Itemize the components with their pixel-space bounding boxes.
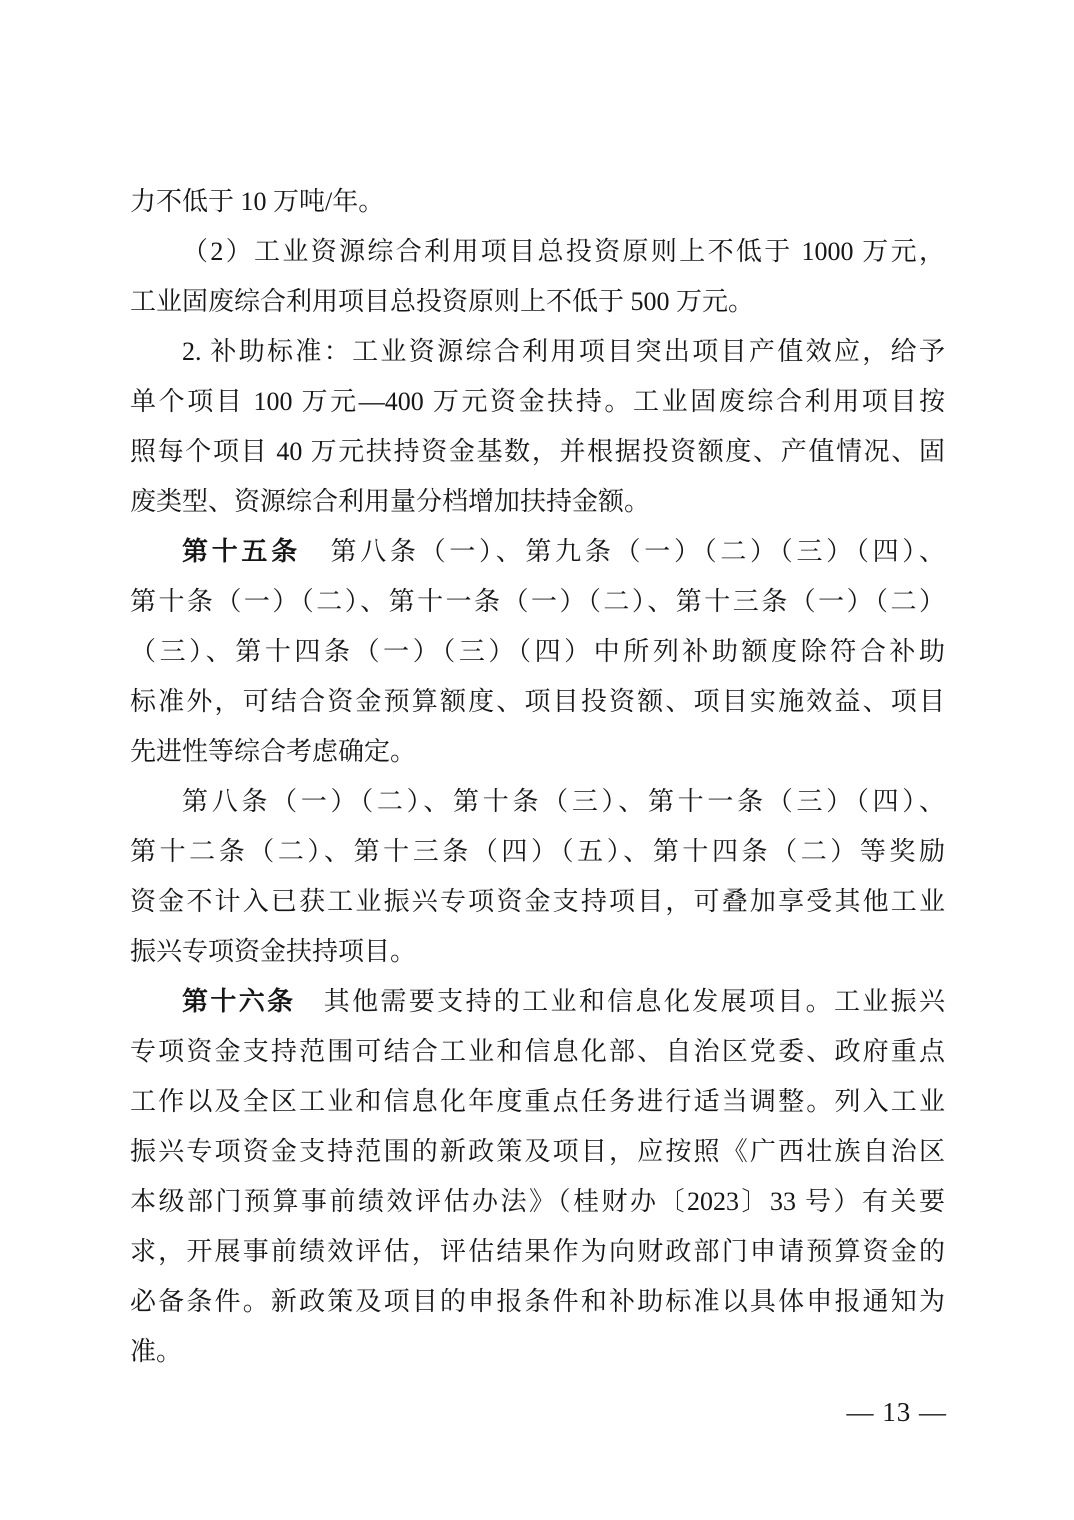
line-text: 第十条（一）（二）、第十一条（一）（二）、第十三条（一）（二） [130, 587, 945, 616]
line-text: 第八条（一）、第九条（一）（二）（三）（四）、 [300, 537, 945, 566]
line-text: 准。 [130, 1337, 183, 1366]
article-heading: 第十五条 [182, 537, 301, 566]
text-line [130, 477, 945, 527]
line-text: 单个项目 100 万元—400 万元资金扶持。工业固废综合利用项目按 [130, 387, 945, 416]
text-line [130, 227, 945, 277]
text-line [130, 727, 945, 777]
text-line [130, 327, 945, 377]
line-text: 先进性等综合考虑确定。 [130, 737, 417, 766]
line-text: 求，开展事前绩效评估，评估结果作为向财政部门申请预算资金的 [130, 1237, 945, 1266]
text-line [130, 877, 945, 927]
line-text: （三）、第十四条（一）（三）（四）中所列补助额度除符合补助 [130, 637, 945, 666]
text-line [130, 827, 945, 877]
text-line [130, 1027, 945, 1077]
document-body [130, 177, 945, 1377]
line-text: 照每个项目 40 万元扶持资金基数，并根据投资额度、产值情况、固 [130, 437, 945, 466]
text-line [130, 1327, 945, 1377]
text-line [130, 1127, 945, 1177]
line-text: 专项资金支持范围可结合工业和信息化部、自治区党委、政府重点 [130, 1037, 945, 1066]
text-line [130, 927, 945, 977]
text-line [130, 177, 945, 227]
line-text: 第八条（一）（二）、第十条（三）、第十一条（三）（四）、 [182, 787, 945, 816]
line-text: 振兴专项资金扶持项目。 [130, 937, 417, 966]
line-text: 必备条件。新政策及项目的申报条件和补助标准以具体申报通知为 [130, 1287, 945, 1316]
line-text: 工业固废综合利用项目总投资原则上不低于 500 万元。 [130, 287, 755, 316]
text-line [130, 977, 945, 1027]
line-text: 振兴专项资金支持范围的新政策及项目，应按照《广西壮族自治区 [130, 1137, 945, 1166]
line-text: 工作以及全区工业和信息化年度重点任务进行适当调整。列入工业 [130, 1087, 945, 1116]
text-line [130, 1277, 945, 1327]
text-line [130, 1177, 945, 1227]
text-line [130, 677, 945, 727]
article-heading: 第十六条 [182, 987, 296, 1016]
line-text: 力不低于 10 万吨/年。 [130, 187, 385, 216]
line-text: （2）工业资源综合利用项目总投资原则上不低于 1000 万元， [182, 237, 945, 266]
line-text: 废类型、资源综合利用量分档增加扶持金额。 [130, 487, 651, 516]
line-text: 2. 补助标准：工业资源综合利用项目突出项目产值效应，给予 [182, 337, 945, 366]
text-line [130, 527, 945, 577]
text-line [130, 1077, 945, 1127]
text-line [130, 277, 945, 327]
text-line [130, 627, 945, 677]
line-text: 第十二条（二）、第十三条（四）（五）、第十四条（二）等奖励 [130, 837, 945, 866]
line-text: 标准外，可结合资金预算额度、项目投资额、项目实施效益、项目 [130, 687, 945, 716]
text-line [130, 577, 945, 627]
line-text: 其他需要支持的工业和信息化发展项目。工业振兴 [295, 987, 945, 1016]
text-line [130, 427, 945, 477]
text-line [130, 377, 945, 427]
text-line [130, 777, 945, 827]
line-text: 本级部门预算事前绩效评估办法》（桂财办〔2023〕33 号）有关要 [130, 1187, 945, 1216]
page-number: — 13 — [846, 1397, 947, 1427]
text-line [130, 1227, 945, 1277]
line-text: 资金不计入已获工业振兴专项资金支持项目，可叠加享受其他工业 [130, 887, 945, 916]
